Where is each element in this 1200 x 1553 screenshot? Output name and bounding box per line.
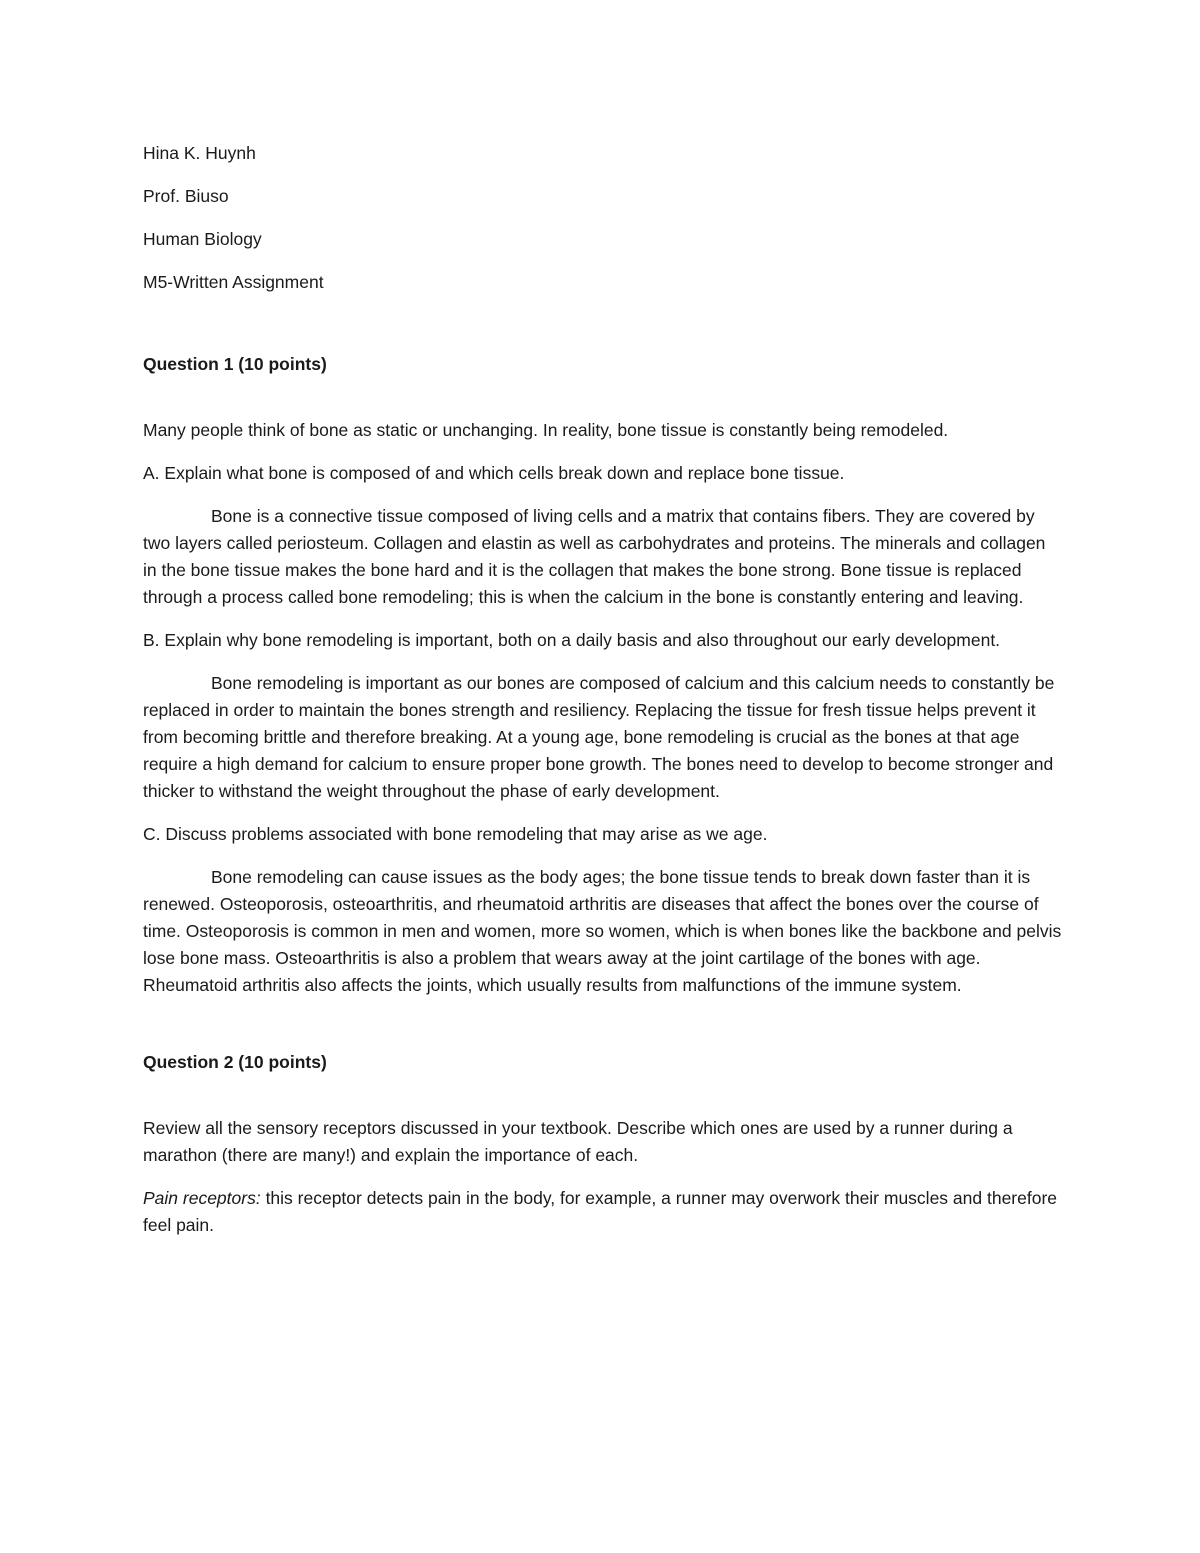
question-1-section [143,351,1063,999]
question-1a-answer: Bone is a connective tissue composed of living cells and a matrix that contains fibers. They are covered by two layers called periosteum. Collagen and elastin as well as carbohydrates and proteins. The minerals and collagen in the bone tissue makes the bone hard and it is the collagen that makes the bone strong. Bone tissue is replaced through a process called bone remodeling; this is when the calcium in the bone is constantly entering and leaving. [143,506,1046,607]
question-2-answer [143,1185,1063,1239]
question-1c-text: C. Discuss problems associated with bone remodeling that may arise as we age. [143,824,768,844]
student-name: Hina K. Huynh [143,143,256,163]
question-1-title: Question 1 (10 points) [143,354,327,374]
question-1a-text: A. Explain what bone is composed of and which cells break down and replace bone tissue. [143,463,845,483]
question-1-prompt: Many people think of bone as static or unchanging. In reality, bone tissue is constantly being remodeled. [143,420,949,440]
pain-receptors-text: this receptor detects pain in the body, for example, a runner may overwork their muscles and therefore feel pain. [143,1188,1058,1235]
question-1b-text: B. Explain why bone remodeling is important, both on a daily basis and also throughout our early development. [143,630,1001,650]
assignment-name: M5-Written Assignment [143,272,324,292]
question-2-prompt: Review all the sensory receptors discussed in your textbook. Describe which ones are used by a runner during a marathon (there are many!) and explain the importance of each. [143,1118,1013,1165]
question-2-title: Question 2 (10 points) [143,1052,327,1072]
document-header [143,140,1063,296]
question-2-section [143,1049,1063,1239]
course-name: Human Biology [143,229,262,249]
question-1b-answer: Bone remodeling is important as our bones are composed of calcium and this calcium needs to constantly be replaced in order to maintain the bones strength and resiliency. Replacing the tissue for fresh tissue helps prevent it from becoming brittle and therefore breaking. At a young age, bone remodeling is crucial as the bones at that age require a high demand for calcium to ensure proper bone growth. The bones need to develop to become stronger and thicker to withstand the weight throughout the phase of early development. [143,673,1055,801]
pain-receptors-label: Pain receptors: [143,1188,261,1208]
question-1c-answer: Bone remodeling can cause issues as the body ages; the bone tissue tends to break down faster than it is renewed. Osteoporosis, osteoarthritis, and rheumatoid arthritis are diseases that affect the bones over the course of time. Osteoporosis is common in men and women, more so women, which is when bones like the backbone and pelvis lose bone mass. Osteoarthritis is also a problem that wears away at the joint cartilage of the bones with age. Rheumatoid arthritis also affects the joints, which usually results from malfunctions of the immune system. [143,867,1062,995]
professor-name: Prof. Biuso [143,186,229,206]
document-page [143,140,1063,1255]
